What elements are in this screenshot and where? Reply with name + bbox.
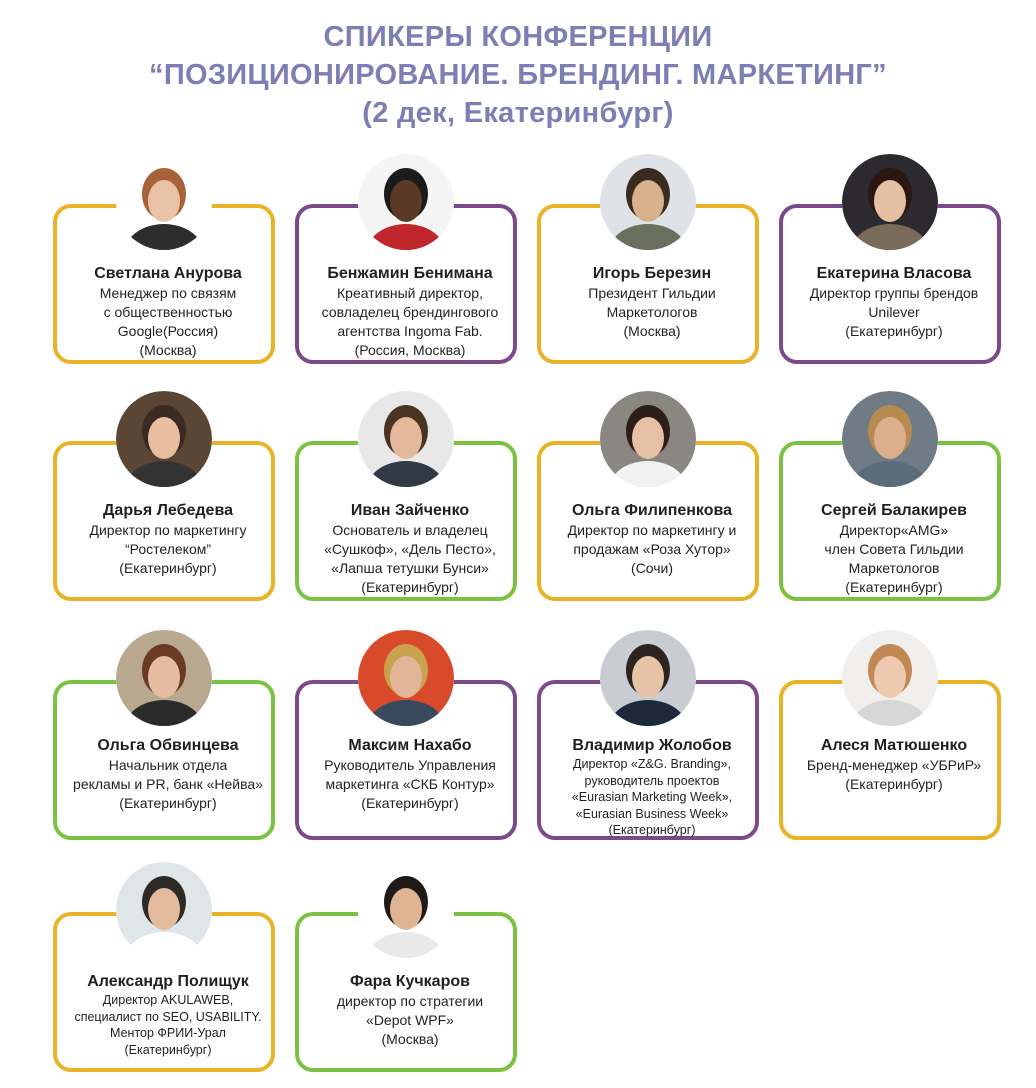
speaker-name: Иван Зайченко	[350, 502, 470, 519]
speaker-name: Фара Кучкаров	[350, 973, 470, 990]
speaker-info	[541, 264, 763, 341]
speaker-name: Сергей Балакирев	[821, 502, 967, 519]
speaker-description-line: директор по стратегии	[336, 993, 484, 1009]
speaker-description-line: Маркетологов	[848, 560, 940, 576]
speaker-card	[295, 204, 517, 364]
speaker-info	[299, 501, 521, 597]
page-title	[0, 18, 1036, 132]
speaker-description-line: Маркетологов	[606, 304, 698, 320]
speaker-name: Ольга Обвинцева	[97, 737, 239, 754]
speaker-name: Игорь Березин	[592, 265, 712, 282]
speaker-photo	[358, 154, 454, 250]
speaker-description-line: (Россия, Москва)	[354, 342, 466, 358]
speaker-card	[295, 441, 517, 601]
speaker-card	[779, 204, 1001, 364]
speaker-description-line: (Екатеринбург)	[608, 823, 696, 837]
speaker-description-line: руководитель проектов	[584, 773, 720, 788]
speaker-info	[299, 264, 521, 360]
speaker-info	[541, 736, 763, 839]
speaker-description-line: (Екатеринбург)	[361, 795, 459, 811]
speaker-info	[299, 972, 521, 1049]
speaker-description-line: Директор«AMG»	[839, 522, 949, 538]
speaker-card	[779, 441, 1001, 601]
speaker-description-line: (Екатеринбург)	[845, 323, 943, 339]
speaker-photo	[116, 391, 212, 487]
speaker-description-line: член Совета Гильдии	[824, 541, 964, 557]
speaker-description-line: агентства Ingoma Fab.	[337, 323, 483, 339]
speaker-info	[299, 736, 521, 813]
speaker-card	[53, 912, 275, 1072]
speaker-name: Бенжамин Бенимана	[327, 265, 493, 282]
speaker-description-line: Бренд-менеджер «УБРиР»	[806, 757, 982, 773]
speaker-description-line: Google(Россия)	[117, 323, 219, 339]
speaker-description-line: «Сушкоф», «Дель Песто»,	[324, 541, 496, 557]
speaker-info	[783, 264, 1005, 341]
speaker-photo	[842, 154, 938, 250]
speaker-description-line: совладелец брендингового	[321, 304, 499, 320]
speaker-photo	[358, 862, 454, 958]
speaker-card	[53, 204, 275, 364]
speaker-name: Александр Полищук	[87, 973, 249, 990]
title-line-1: СПИКЕРЫ КОНФЕРЕНЦИИ	[323, 21, 713, 53]
title-line-3: (2 дек, Екатеринбург)	[362, 97, 674, 129]
speaker-photo	[358, 630, 454, 726]
speaker-photo	[600, 630, 696, 726]
speaker-description-line: Основатель и владелец	[332, 522, 488, 538]
speaker-description-line: Президент Гильдии	[588, 285, 716, 301]
speaker-info	[57, 501, 279, 578]
speaker-description-line: Unilever	[868, 304, 920, 320]
speaker-name: Светлана Анурова	[94, 265, 242, 282]
speaker-description-line: «Depot WPF»	[366, 1012, 454, 1028]
speaker-description-line: продажам «Роза Хутор»	[573, 541, 731, 557]
speaker-description-line: Директор по маркетингу и	[567, 522, 737, 538]
speaker-description-line: (Екатеринбург)	[845, 579, 943, 595]
speaker-description-line: Креативный директор,	[337, 285, 483, 301]
speaker-name: Ольга Филипенкова	[571, 502, 733, 519]
speaker-name: Максим Нахабо	[348, 737, 472, 754]
speaker-card	[295, 680, 517, 840]
speaker-description-line: Начальник отдела	[108, 757, 228, 773]
speaker-description-line: Директор по маркетингу	[89, 522, 247, 538]
speaker-info	[57, 972, 279, 1058]
speaker-card	[537, 680, 759, 840]
speaker-description-line: (Екатеринбург)	[845, 776, 943, 792]
speaker-photo	[116, 154, 212, 250]
speaker-description-line: Директор AKULAWEB,	[102, 993, 234, 1007]
speaker-description-line: «Eurasian Marketing Week»,	[571, 790, 733, 804]
speaker-description-line: «Лапша тетушки Бунси»	[331, 560, 489, 576]
title-line-2: “ПОЗИЦИОНИРОВАНИЕ. БРЕНДИНГ. МАРКЕТИНГ”	[149, 59, 887, 91]
speaker-description-line: рекламы и PR, банк «Нейва»	[73, 776, 263, 792]
speaker-description-line: маркетинга «СКБ Контур»	[325, 776, 495, 792]
speaker-card	[779, 680, 1001, 840]
speaker-description-line: (Екатеринбург)	[119, 795, 217, 811]
speaker-description-line: (Москва)	[139, 342, 197, 358]
speaker-info	[57, 264, 279, 360]
speaker-description-line: с общественностью	[103, 304, 233, 320]
speaker-card	[295, 912, 517, 1072]
speaker-name: Дарья Лебедева	[103, 502, 233, 519]
speaker-name: Екатерина Власова	[816, 265, 972, 282]
speaker-description-line: (Екатеринбург)	[124, 1042, 212, 1057]
speaker-description-line: (Москва)	[381, 1031, 439, 1047]
speaker-photo	[842, 630, 938, 726]
speaker-description-line: Директор группы брендов	[809, 285, 979, 301]
speaker-name: Владимир Жолобов	[572, 737, 732, 754]
speaker-description-line: Директор «Z&G. Branding»,	[573, 757, 731, 771]
speaker-description-line: Менеджер по связям	[99, 285, 237, 301]
speaker-photo	[600, 154, 696, 250]
speaker-description-line: (Сочи)	[630, 560, 674, 576]
speaker-description-line: (Екатеринбург)	[119, 560, 217, 576]
speaker-info	[783, 501, 1005, 597]
speaker-card	[537, 204, 759, 364]
speaker-description-line: (Москва)	[623, 323, 681, 339]
speaker-photo	[358, 391, 454, 487]
speaker-photo	[116, 862, 212, 958]
speaker-photo	[600, 391, 696, 487]
speaker-card	[537, 441, 759, 601]
speaker-description-line: (Екатеринбург)	[361, 579, 459, 595]
speaker-info	[783, 736, 1005, 794]
speaker-description-line: специалист по SEO, USABILITY.	[74, 1009, 262, 1024]
speaker-description-line: Ментор ФРИИ-Урал	[110, 1026, 226, 1040]
speaker-description-line: “Ростелеком”	[124, 541, 212, 557]
speaker-description-line: «Eurasian Business Week»	[575, 806, 729, 821]
speaker-photo	[116, 630, 212, 726]
speaker-card	[53, 441, 275, 601]
speaker-info	[57, 736, 279, 813]
speaker-photo	[842, 391, 938, 487]
speaker-name: Алеся Матюшенко	[820, 737, 968, 754]
speaker-card	[53, 680, 275, 840]
speaker-description-line: Руководитель Управления	[324, 757, 496, 773]
speaker-info	[541, 501, 763, 578]
